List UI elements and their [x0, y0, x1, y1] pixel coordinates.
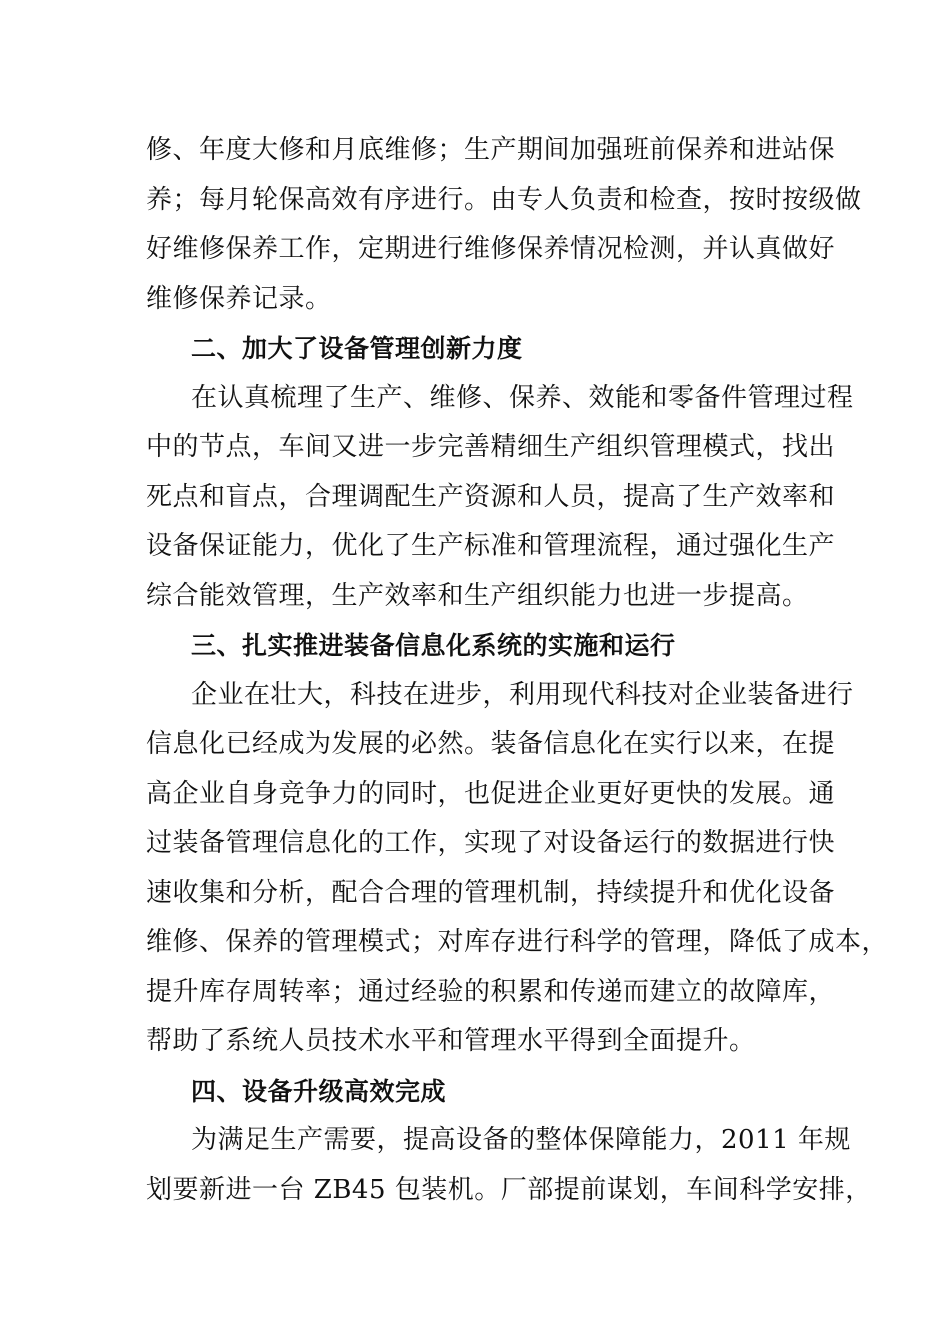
section-heading: 二、加大了设备管理创新力度	[191, 334, 523, 363]
body-line: 在认真梳理了生产、维修、保养、效能和零备件管理过程	[191, 382, 854, 413]
section-heading: 四、设备升级高效完成	[191, 1076, 447, 1106]
body-line: 维修保养记录。	[146, 283, 332, 314]
body-line: 帮助了系统人员技术水平和管理水平得到全面提升。	[146, 1026, 756, 1056]
body-line: 划要新进一台 ZB45 包装机。厂部提前谋划，车间科学安排，	[146, 1174, 872, 1205]
body-line: 死点和盲点，合理调配生产资源和人员，提高了生产效率和	[146, 481, 836, 512]
body-line: 设备保证能力，优化了生产标准和管理流程，通过强化生产	[146, 531, 836, 561]
section-heading: 三、扎实推进装备信息化系统的实施和运行	[191, 631, 676, 660]
document-body	[146, 126, 889, 1215]
body-line: 修、年度大修和月底维修；生产期间加强班前保养和进站保	[146, 135, 836, 165]
body-line: 过装备管理信息化的工作，实现了对设备运行的数据进行快	[146, 828, 836, 858]
body-line: 为满足生产需要，提高设备的整体保障能力，2011 年规	[191, 1125, 851, 1155]
body-line: 中的节点，车间又进一步完善精细生产组织管理模式，找出	[146, 432, 836, 462]
body-line: 速收集和分析，配合合理的管理机制，持续提升和优化设备	[146, 877, 836, 908]
body-line: 高企业自身竞争力的同时，也促进企业更好更快的发展。通	[146, 778, 836, 809]
body-line: 企业在壮大，科技在进步，利用现代科技对企业装备进行	[191, 679, 854, 710]
body-line: 好维修保养工作，定期进行维修保养情况检测，并认真做好	[146, 234, 836, 264]
body-line: 综合能效管理，生产效率和生产组织能力也进一步提高。	[146, 580, 809, 611]
body-line: 养；每月轮保高效有序进行。由专人负责和检查，按时按级做	[146, 184, 862, 215]
body-line: 信息化已经成为发展的必然。装备信息化在实行以来，在提	[146, 729, 836, 759]
body-line: 提升库存周转率；通过经验的积累和传递而建立的故障库，	[146, 976, 836, 1007]
body-line: 维修、保养的管理模式；对库存进行科学的管理，降低了成本，	[146, 927, 889, 957]
